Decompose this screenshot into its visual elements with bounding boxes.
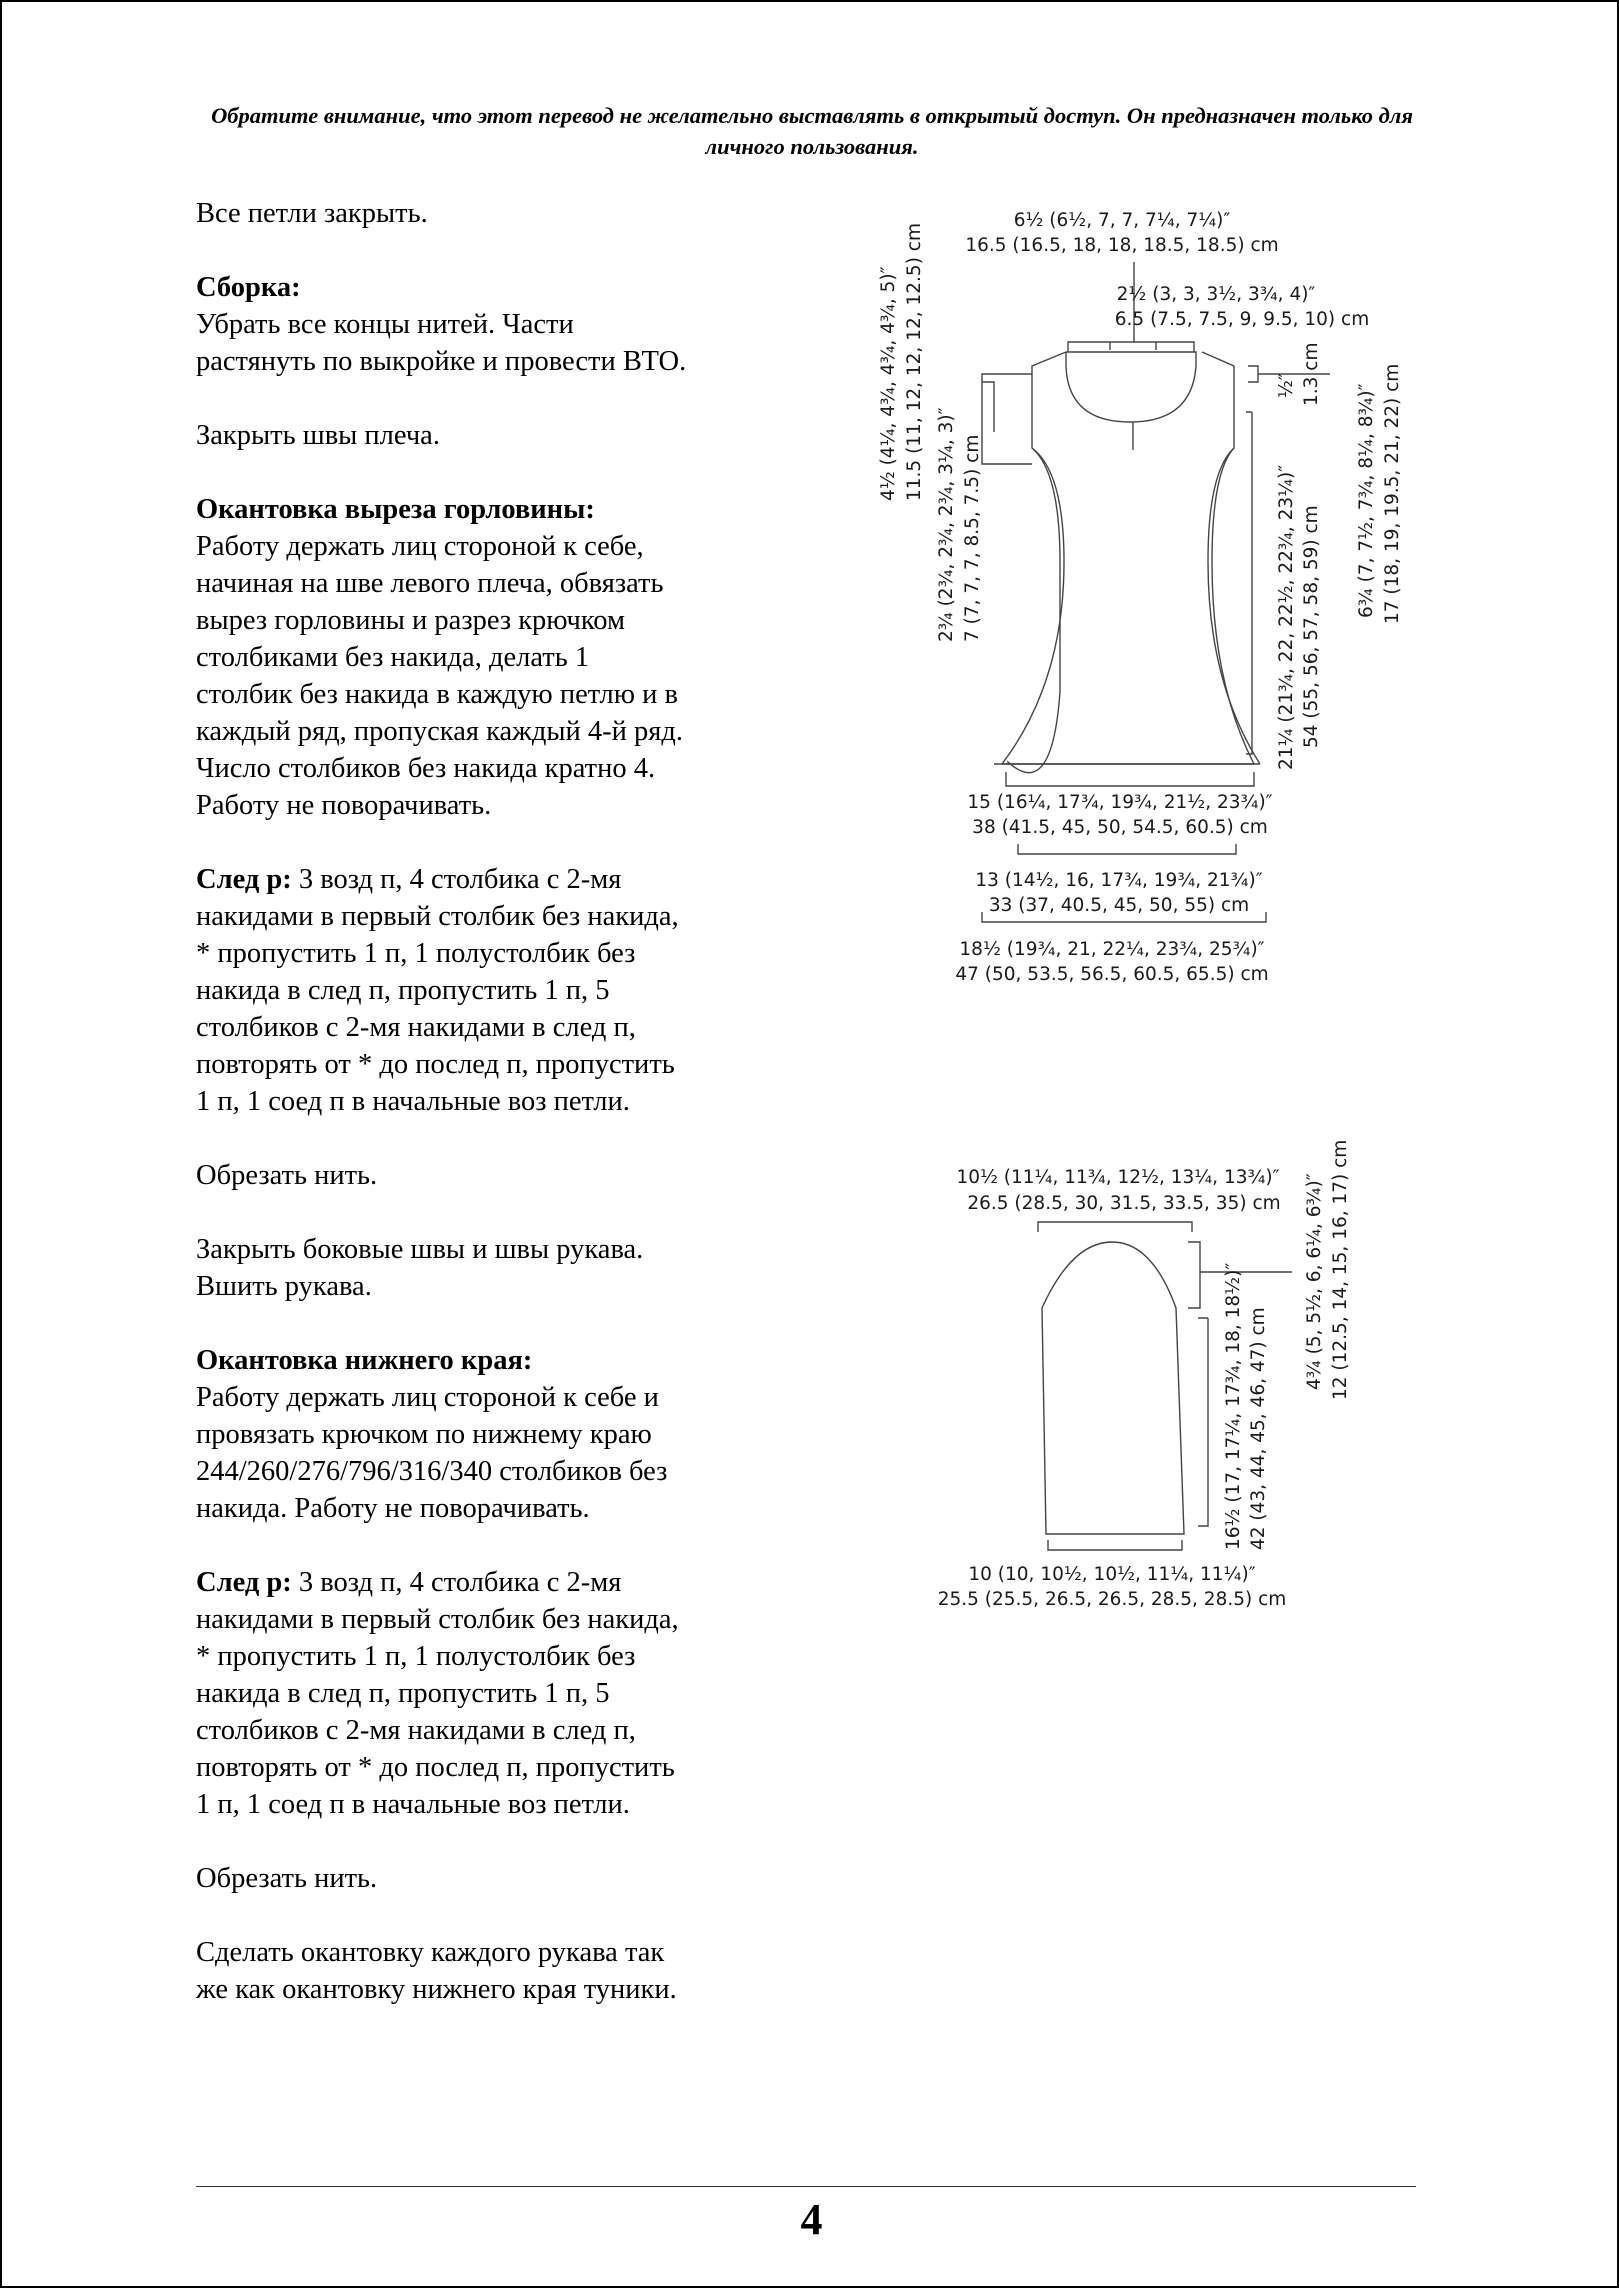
text-line: каждый ряд, пропуская каждый 4-й ряд.	[196, 716, 683, 747]
text-line: Вшить рукава.	[196, 1271, 372, 1302]
shoulder-drop-cm: 1.3 cm	[1301, 342, 1322, 406]
text-line: Работу держать лиц стороной к себе и	[196, 1382, 659, 1413]
text-line: Число столбиков без накида кратно 4.	[196, 753, 656, 784]
text-line: Обрезать нить.	[196, 1160, 378, 1191]
lead-text: 3 возд п, 4 столбика с 2-мя	[291, 864, 622, 895]
sleeve-cap-in: 4¾ (5, 5½, 6, 6¼, 6¾)″	[1304, 1173, 1325, 1390]
neck-depth-cm: 6.5 (7.5, 7.5, 9, 9.5, 10) cm	[1114, 309, 1370, 330]
text-line: накида в след п, пропустить 1 п, 5	[196, 975, 610, 1006]
text-line: Работу держать лиц стороной к себе,	[196, 531, 644, 562]
text-line: Обрезать нить.	[196, 1863, 378, 1894]
footer-divider	[196, 2186, 1416, 2187]
text-line: повторять от * до послед п, пропустить	[196, 1049, 675, 1080]
shoulder-in: 4½ (4¼, 4¾, 4¾, 4¾, 5)″	[878, 266, 899, 501]
text-line: столбик без накида в каждую петлю и в	[196, 679, 678, 710]
neck-width-cm: 16.5 (16.5, 18, 18, 18.5, 18.5) cm	[965, 235, 1279, 256]
sleeve-top-line	[1038, 1222, 1192, 1232]
text-line: * пропустить 1 п, 1 полустолбик без	[196, 1641, 636, 1672]
sleeve-bottom-in: 10 (10, 10½, 10½, 11¼, 11¼)″	[968, 1564, 1256, 1585]
section-heading: Окантовка нижнего края:	[196, 1345, 533, 1376]
body-schematic	[878, 210, 1403, 985]
section-heading: Окантовка выреза горловины:	[196, 494, 595, 525]
text-line: 1 п, 1 соед п в начальные воз петли.	[196, 1789, 630, 1820]
text-line: растянуть по выкройке и провести ВТО.	[196, 346, 687, 377]
neck-depth-in: 2½ (3, 3, 3½, 3¾, 4)″	[1116, 284, 1316, 305]
text-line: столбиков с 2-мя накидами в след п,	[196, 1715, 636, 1746]
body-outline-sides	[1002, 448, 1260, 764]
neck-width-line	[1068, 342, 1194, 352]
sleeve-top-in: 10½ (11¼, 11¾, 12½, 13¼, 13¾)″	[956, 1167, 1280, 1188]
lead-text: 3 возд п, 4 столбика с 2-мя	[291, 1567, 622, 1598]
section-heading: Сборка:	[196, 272, 301, 303]
schematic-diagrams	[2, 2, 1617, 2286]
text-line: повторять от * до послед п, пропустить	[196, 1752, 675, 1783]
waist-cm: 33 (37, 40.5, 45, 50, 55) cm	[988, 895, 1250, 916]
chest-line	[1006, 772, 1254, 786]
chest-in: 15 (16¼, 17¾, 19¾, 21½, 23¾)″	[967, 792, 1273, 813]
sleeve-cap-cm: 12 (12.5, 14, 15, 16, 17) cm	[1330, 1139, 1351, 1400]
text-line: столбиков с 2-мя накидами в след п,	[196, 1012, 636, 1043]
text-line: провязать крючком по нижнему краю	[196, 1419, 652, 1450]
waist-line	[1018, 844, 1236, 854]
text-line: начиная на шве левого плеча, обвязать	[196, 568, 664, 599]
side-length-cm: 54 (55, 56, 57, 58, 59) cm	[1301, 505, 1322, 748]
shoulder-line	[982, 374, 1032, 464]
sleeve-length-in: 16½ (17, 17¼, 17¾, 18, 18½)″	[1223, 1262, 1244, 1550]
text-line: накидами в первый столбик без накида,	[196, 901, 679, 932]
sleeve-bottom-cm: 25.5 (25.5, 26.5, 26.5, 28.5, 28.5) cm	[937, 1589, 1287, 1610]
sleeve-schematic	[938, 1140, 1351, 1610]
shoulder-drop-in: ½″	[1276, 373, 1297, 398]
armhole-cm: 7 (7, 7, 7, 8.5, 7.5) cm	[962, 434, 983, 642]
text-line: же как окантовку нижнего края туники.	[196, 1974, 677, 2005]
text-line: накида. Работу не поворачивать.	[196, 1493, 590, 1524]
side-length-line	[1246, 412, 1252, 754]
shoulder-cm: 11.5 (11, 12, 12, 12, 12.5) cm	[904, 223, 925, 501]
neck-curve	[1066, 352, 1196, 422]
text-line: 1 п, 1 соед п в начальные воз петли.	[196, 1086, 630, 1117]
text-line: Закрыть боковые швы и швы рукава.	[196, 1234, 644, 1265]
text-line: вырез горловины и разрез крючком	[196, 605, 625, 636]
lead-label: След р:	[196, 1567, 292, 1598]
sleeve-length-line	[1198, 1318, 1208, 1526]
privacy-notice: Обратите внимание, что этот перевод не желательно выставлять в открытый доступ. Он предназначен только для личного пользования.	[211, 103, 1413, 159]
armhole-depth-cm: 17 (18, 19, 19.5, 21, 22) cm	[1382, 363, 1403, 624]
armhole-line	[982, 382, 994, 432]
chest-cm: 38 (41.5, 45, 50, 54.5, 60.5) cm	[972, 817, 1268, 838]
text-line: Убрать все концы нитей. Части	[196, 309, 574, 340]
sleeve-top-cm: 26.5 (28.5, 30, 31.5, 33.5, 35) cm	[967, 1193, 1281, 1214]
sleeve-bottom-line	[1048, 1540, 1182, 1550]
hem-in: 18½ (19¾, 21, 22¼, 23¾, 25¾)″	[959, 939, 1265, 960]
text-line: накидами в первый столбик без накида,	[196, 1604, 679, 1635]
body-outline	[994, 352, 1254, 773]
text-line: столбиками без накида, делать 1	[196, 642, 590, 673]
page-number: 4	[800, 2195, 823, 2244]
neck-depth-line	[1110, 262, 1156, 350]
text-line: * пропустить 1 п, 1 полустолбик без	[196, 938, 636, 969]
armhole-in: 2¾ (2¾, 2¾, 2¾, 3¼, 3)″	[936, 407, 957, 642]
text-line: 244/260/276/796/316/340 столбиков без	[196, 1456, 668, 1487]
text-line: Все петли закрыть.	[196, 198, 428, 229]
hem-cm: 47 (50, 53.5, 56.5, 60.5, 65.5) cm	[955, 964, 1269, 985]
text-line: Работу не поворачивать.	[196, 790, 492, 821]
text-line: накида в след п, пропустить 1 п, 5	[196, 1678, 610, 1709]
text-line: Сделать окантовку каждого рукава так	[196, 1937, 665, 1968]
text-line: Закрыть швы плеча.	[196, 420, 440, 451]
side-length-in: 21¼ (21¾, 22, 22½, 22¾, 23¼)″	[1276, 464, 1297, 770]
sleeve-outline	[1042, 1242, 1184, 1534]
sleeve-length-cm: 42 (43, 44, 45, 46, 47) cm	[1248, 1307, 1269, 1550]
waist-in: 13 (14½, 16, 17¾, 19¾, 21¾)″	[975, 870, 1263, 891]
lead-label: След р:	[196, 864, 292, 895]
armhole-depth-in: 6¾ (7, 7½, 7¾, 8¼, 8¾)″	[1356, 383, 1377, 618]
neck-width-in: 6½ (6½, 7, 7, 7¼, 7¼)″	[1013, 210, 1231, 231]
